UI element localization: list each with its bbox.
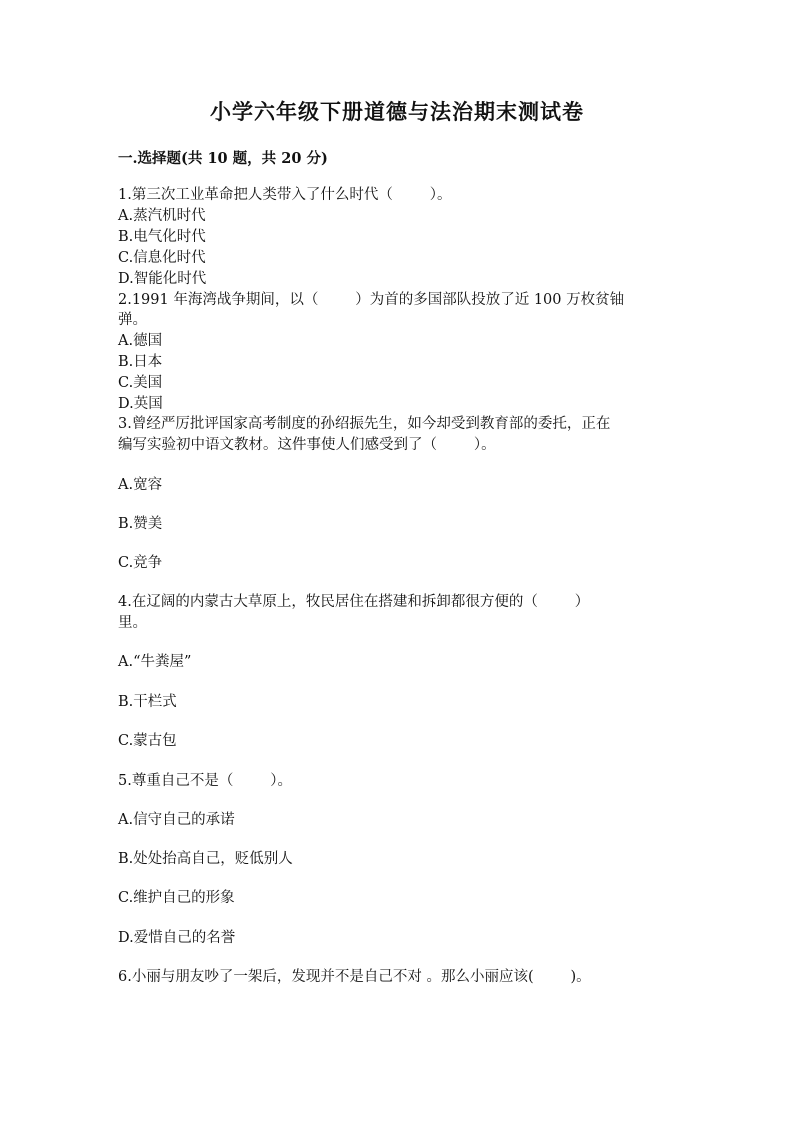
question-stem: 2.1991 年海湾战争期间，以（ ）为首的多国部队投放了近 100 万枚贫铀	[118, 292, 625, 308]
section-heading: 一.选择题(共 10 题，共 20 分)	[118, 150, 328, 167]
question-stem: 3.曾经严厉批评国家高考制度的孙绍振先生，如今却受到教育部的委托，正在	[118, 416, 611, 432]
option-b: B.日本	[118, 354, 163, 370]
question-stem-continued: 弹。	[118, 312, 147, 328]
option-b: B.干栏式	[118, 694, 177, 710]
question-stem: 4.在辽阔的内蒙古大草原上，牧民居住在搭建和拆卸都很方便的（ ）	[118, 594, 590, 610]
option-a: A.德国	[118, 333, 163, 349]
option-c: C.蒙古包	[118, 733, 177, 749]
option-c: C.美国	[118, 375, 163, 391]
option-a: A.“牛粪屋”	[118, 654, 192, 670]
question-stem-continued: 编写实验初中语文教材。这件事使人们感受到了（ ）。	[118, 437, 496, 453]
option-c: C.信息化时代	[118, 250, 206, 266]
option-b: B.处处抬高自己，贬低别人	[118, 851, 293, 867]
option-c: C.维护自己的形象	[118, 890, 235, 906]
option-a: A.宽容	[118, 477, 163, 493]
question-stem-continued: 里。	[118, 615, 147, 631]
option-b: B.赞美	[118, 516, 163, 532]
option-a: A.蒸汽机时代	[118, 208, 206, 224]
option-c: C.竞争	[118, 555, 163, 571]
question-stem: 5.尊重自己不是（ ）。	[118, 773, 292, 789]
option-d: D.英国	[118, 396, 163, 412]
option-a: A.信守自己的承诺	[118, 812, 235, 828]
option-d: D.智能化时代	[118, 271, 207, 287]
page-title: 小学六年级下册道德与法治期末测试卷	[210, 99, 584, 124]
question-stem: 1.第三次工业革命把人类带入了什么时代（ ）。	[118, 187, 452, 203]
option-b: B.电气化时代	[118, 229, 206, 245]
option-d: D.爱惜自己的名誉	[118, 930, 236, 946]
question-stem: 6.小丽与朋友吵了一架后，发现并不是自己不对 。那么小丽应该( )。	[118, 969, 591, 985]
